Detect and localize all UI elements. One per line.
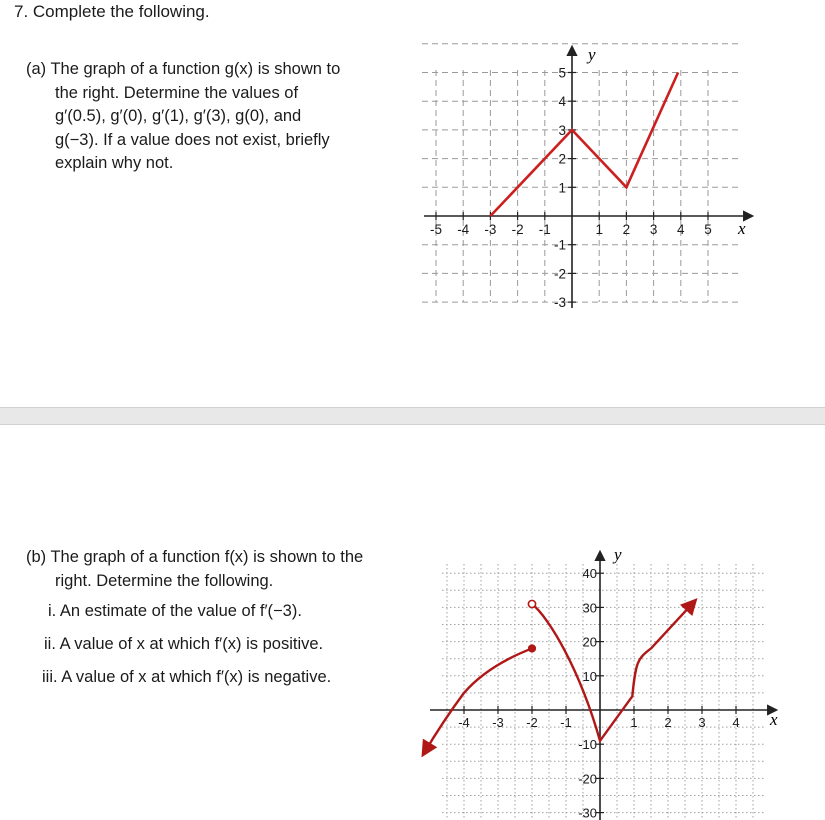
- y-tick-label: 10: [582, 668, 597, 684]
- x-tick-label: -1: [560, 715, 572, 730]
- part-a-line: (a) The graph of a function g(x) is shown to: [26, 60, 341, 78]
- graph-b-x-axis-label: x: [770, 710, 778, 729]
- x-tick-label: -4: [458, 715, 470, 730]
- y-tick-label: -10: [578, 737, 597, 753]
- graph-a: [420, 40, 760, 340]
- section-divider: [0, 407, 825, 425]
- x-tick-label: 4: [677, 222, 685, 237]
- x-tick-label: -3: [492, 715, 504, 730]
- y-tick-label: 5: [558, 65, 566, 81]
- y-tick-label: -20: [578, 771, 597, 787]
- x-tick-label: -2: [511, 222, 524, 237]
- x-tick-label: -3: [484, 222, 497, 237]
- part-a-text: [26, 58, 340, 176]
- part-b-item-i: i. An estimate of the value of f′(−3).: [48, 602, 302, 620]
- x-tick-label: 1: [630, 715, 638, 730]
- open-dot: [528, 600, 535, 607]
- y-tick-label: 40: [582, 566, 597, 582]
- x-tick-label: -5: [429, 222, 443, 237]
- x-tick-label: -4: [457, 222, 470, 237]
- y-tick-label: 4: [558, 94, 566, 110]
- x-tick-label: 4: [732, 715, 740, 730]
- y-tick-label: 3: [558, 122, 566, 138]
- graph-b: [420, 540, 792, 820]
- graph-a-x-axis-label: x: [738, 219, 746, 238]
- question-title: 7. Complete the following.: [14, 2, 210, 21]
- part-b-item-ii: ii. A value of x at which f′(x) is positive.: [44, 635, 324, 653]
- x-tick-label: 1: [595, 222, 603, 237]
- graph-b-grid: [442, 564, 766, 818]
- y-tick-label: -2: [553, 266, 566, 282]
- graph-a-y-axis-label: y: [588, 45, 596, 64]
- graph-a-grid: [422, 44, 742, 302]
- graph-b-axes: [430, 552, 776, 820]
- x-tick-label: 5: [704, 222, 712, 237]
- y-tick-label: 1: [558, 180, 566, 196]
- x-tick-label: -1: [538, 222, 551, 237]
- x-tick-label: 2: [664, 715, 672, 730]
- part-b-line: (b) The graph of a function f(x) is shown to the: [26, 548, 364, 566]
- closed-dot: [528, 645, 535, 652]
- f-curve-piece-1: [423, 648, 532, 754]
- part-a-line: g′(0.5), g′(0), g′(1), g′(3), g(0), and: [55, 107, 302, 125]
- part-a-line: the right. Determine the values of: [55, 83, 299, 102]
- y-tick-label: -30: [578, 805, 597, 820]
- part-a-line: explain why not.: [55, 154, 174, 172]
- y-tick-label: 30: [582, 600, 597, 616]
- y-tick-label: 2: [558, 151, 566, 167]
- x-tick-label: 2: [622, 222, 631, 237]
- y-tick-label: -1: [553, 237, 566, 253]
- y-tick-label: 20: [582, 634, 597, 650]
- y-tick-label: -3: [553, 295, 566, 311]
- x-tick-label: 3: [649, 222, 658, 237]
- graph-a-curve: [490, 73, 678, 217]
- graph-a-axes: [424, 47, 752, 311]
- part-b-item-iii: iii. A value of x at which f′(x) is negative.: [42, 668, 332, 686]
- part-b-line: right. Determine the following.: [55, 571, 274, 590]
- g-curve-line: [490, 73, 678, 217]
- part-a-line: g(−3). If a value does not exist, briefly: [55, 130, 330, 149]
- part-b-text: [26, 546, 363, 593]
- x-tick-label: 3: [698, 715, 706, 730]
- x-tick-label: -2: [526, 715, 538, 730]
- graph-b-y-axis-label: y: [614, 545, 622, 564]
